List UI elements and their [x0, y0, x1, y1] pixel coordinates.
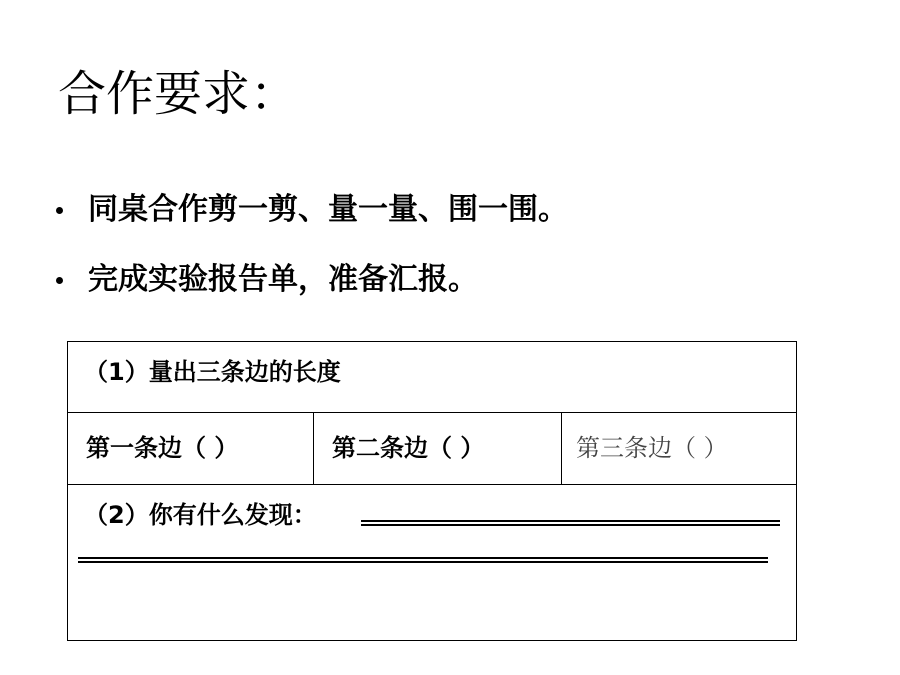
report-row-measure	[68, 342, 796, 413]
side-cell-1	[68, 413, 314, 484]
answer-line	[78, 557, 768, 563]
findings-prompt: （2）你有什么发现：	[84, 501, 317, 529]
requirement-item	[52, 256, 568, 304]
side-label-3: 第三条边（ ）	[576, 434, 728, 462]
slide-title: 合作要求：	[58, 66, 299, 122]
report-row-sides	[68, 413, 796, 485]
answer-line	[361, 520, 780, 526]
requirement-text: 完成实验报告单，准备汇报。	[88, 262, 478, 297]
requirement-item	[52, 186, 568, 234]
side-label-2: 第二条边（ ）	[332, 434, 485, 462]
side-cell-2	[314, 413, 562, 484]
experiment-report-table	[67, 341, 797, 641]
side-label-1: 第一条边（ ）	[86, 434, 239, 462]
requirement-text: 同桌合作剪一剪、量一量、围一围。	[88, 192, 568, 227]
bullet-dot-icon	[56, 277, 63, 284]
measure-instruction: （1）量出三条边的长度	[84, 358, 341, 386]
bullet-dot-icon	[56, 207, 63, 214]
side-cell-3	[562, 413, 796, 484]
requirement-list	[52, 186, 568, 326]
